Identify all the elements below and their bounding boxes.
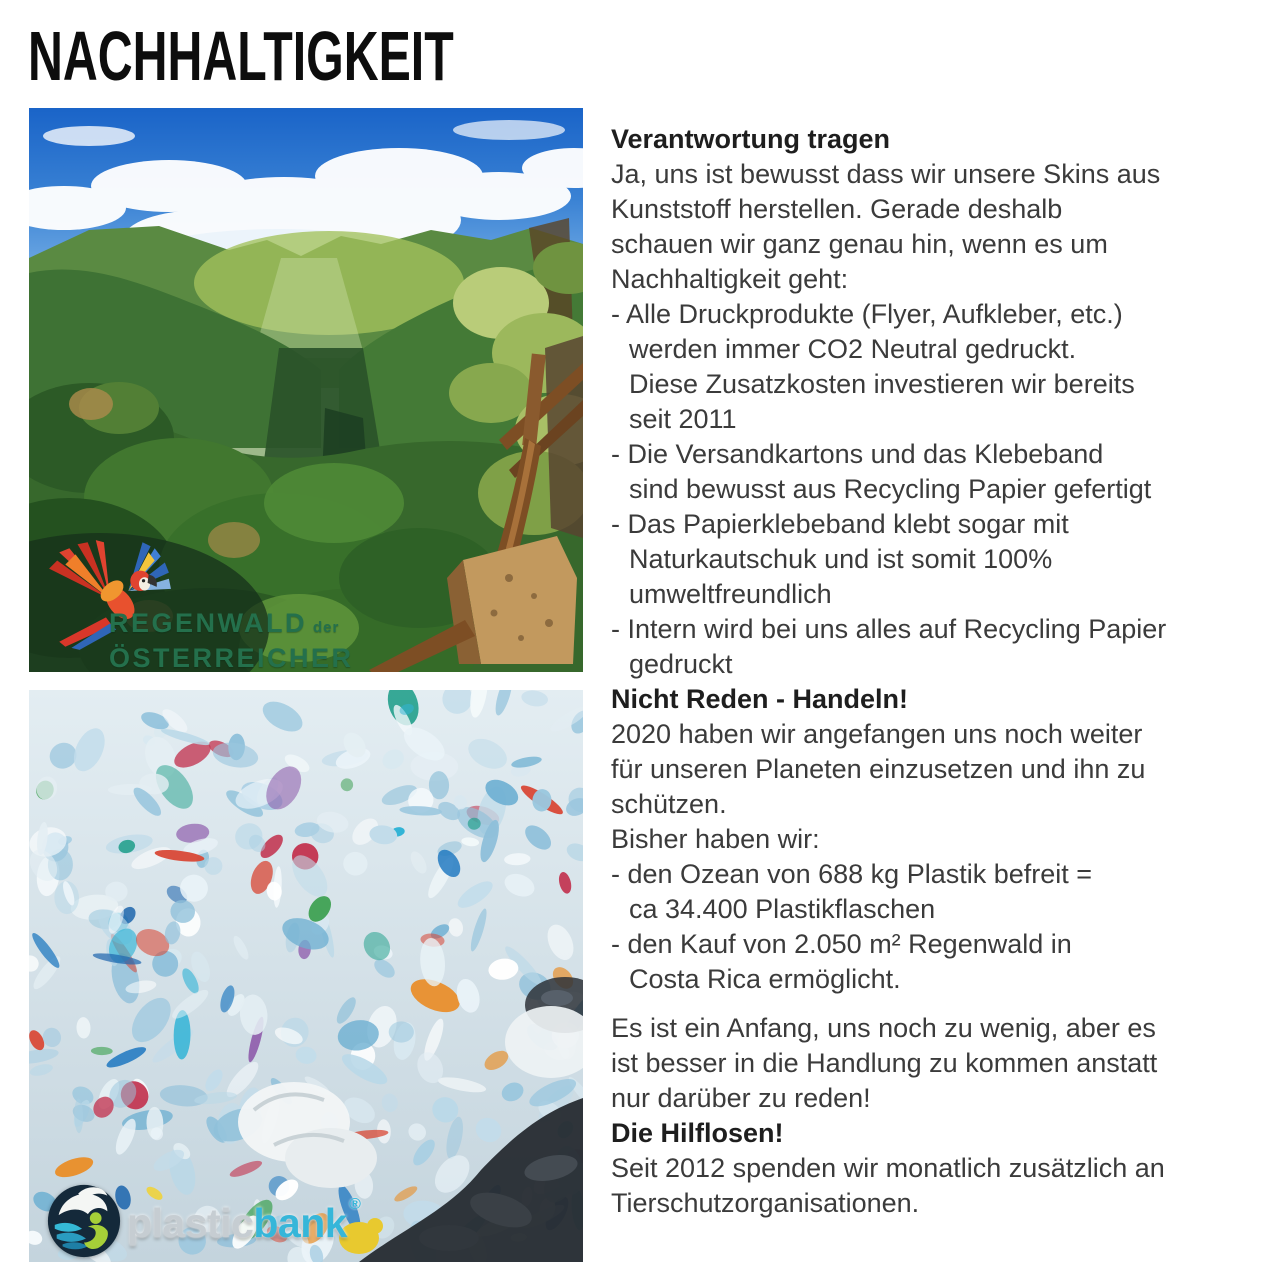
bullet-continuation: werden immer CO2 Neutral gedruckt. [629,334,1077,364]
text-line: Seit 2012 spenden wir monatlich zusätzlich an [611,1153,1165,1183]
plastic-bottles-photo [29,690,583,1262]
plasticbank-word-bank: bank [253,1199,348,1246]
bullet-line: - Intern wird bei uns alles auf Recycling Papier [611,614,1167,644]
bullet-continuation: Diese Zusatzkosten investieren wir bereits [629,369,1135,399]
text-line: schauen wir ganz genau hin, wenn es um [611,229,1108,259]
closing-line: ist besser in die Handlung zu kommen anstatt [611,1048,1158,1078]
closing-line: nur darüber zu reden! [611,1083,871,1113]
text-column [611,122,1273,1221]
regenwald-logo-line2: ÖSTERREICHER [109,643,354,672]
closing-line: Es ist ein Anfang, uns noch zu wenig, aber es [611,1013,1156,1043]
regenwald-logo-line1 [109,608,354,643]
section-heading-nicht-reden: Nicht Reden - Handeln! [611,684,909,714]
bullet-continuation: gedruckt [629,649,733,679]
text-line: Bisher haben wir: [611,824,820,854]
text-line: Nachhaltigkeit geht: [611,264,849,294]
bullet-line: - den Ozean von 688 kg Plastik befreit = [611,859,1093,889]
bullet-continuation: sind bewusst aus Recycling Papier gefertigt [629,474,1152,504]
text-line: Kunststoff herstellen. Gerade deshalb [611,194,1063,224]
regenwald-logo [109,608,354,672]
section-heading-die-hilflosen: Die Hilflosen! [611,1118,784,1148]
plasticbank-word-plastic: plastic [127,1199,254,1246]
bullet-continuation: Costa Rica ermöglicht. [629,964,901,994]
text-line: Tierschutzorganisationen. [611,1188,920,1218]
plasticbank-logo [45,1182,360,1260]
plastic-bottles-illustration [29,690,583,1262]
bullet-continuation: Naturkautschuk und ist somit 100% [629,544,1053,574]
bullet-continuation: ca 34.400 Plastikflaschen [629,894,936,924]
bullet-line: - den Kauf von 2.050 m² Regenwald in [611,929,1072,959]
regenwald-word: REGENWALD [109,608,307,638]
bullet-continuation: seit 2011 [629,404,737,434]
plasticbank-wordmark [127,1196,360,1247]
plasticbank-icon [45,1182,123,1260]
bullet-continuation: umweltfreundlich [629,579,832,609]
rainforest-photo [29,108,583,672]
bullet-line: - Alle Druckprodukte (Flyer, Aufkleber, etc.) [611,299,1123,329]
text-line: 2020 haben wir angefangen uns noch weiter [611,719,1143,749]
bullet-line: - Das Papierklebeband klebt sogar mit [611,509,1069,539]
regenwald-der: der [313,619,340,636]
text-line: für unseren Planeten einzusetzen und ihn zu [611,754,1146,784]
text-line: Ja, uns ist bewusst dass wir unsere Skins aus [611,159,1161,189]
registered-trademark-icon: ® [349,1195,361,1213]
page-title: NACHHALTIGKEIT [28,17,454,95]
bullet-line: - Die Versandkartons und das Klebeband [611,439,1104,469]
section-heading-verantwortung: Verantwortung tragen [611,124,891,154]
text-line: schützen. [611,789,727,819]
